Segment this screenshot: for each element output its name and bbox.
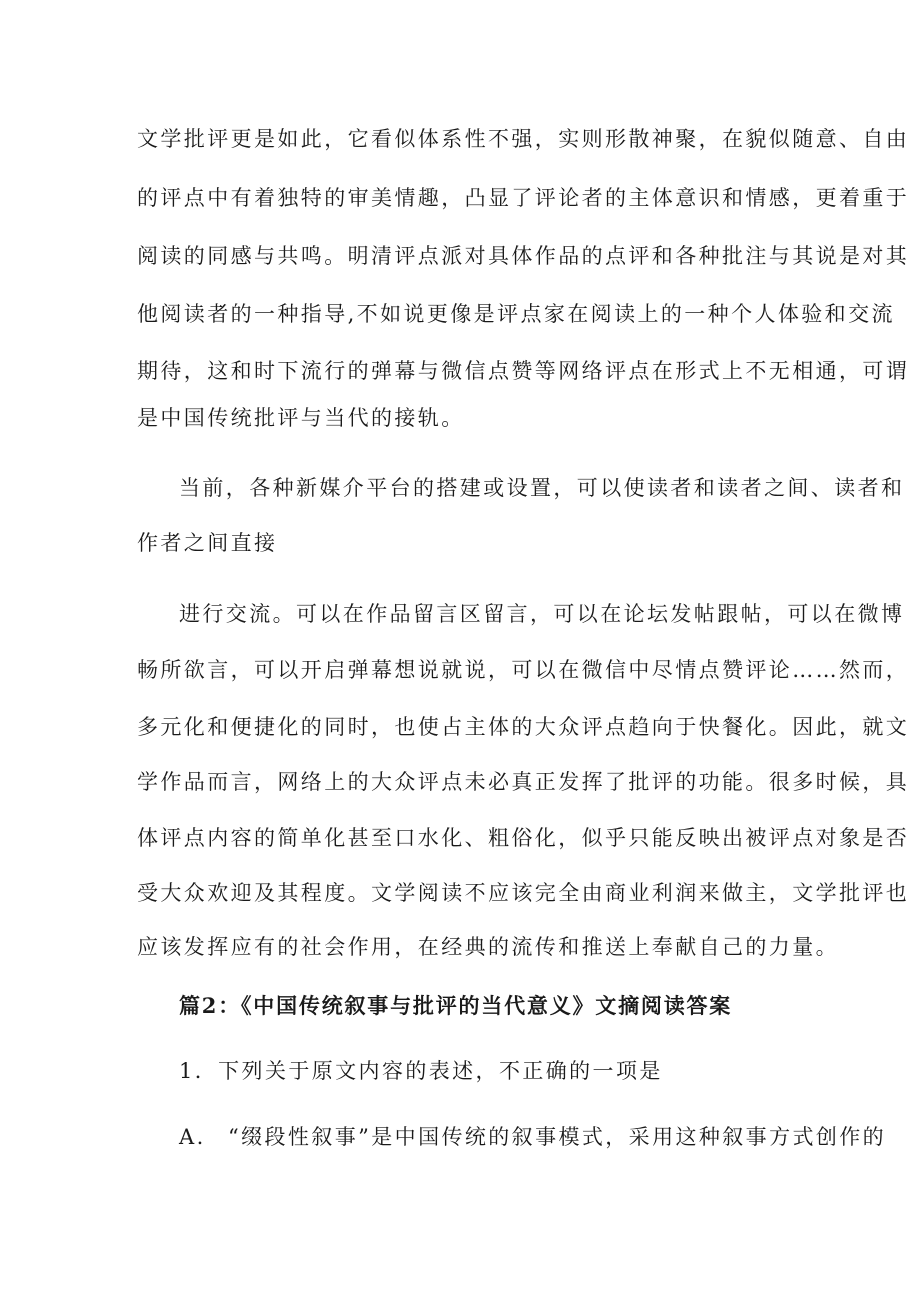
question-1: 1．下列关于原文内容的表述，不正确的一项是	[179, 1059, 663, 1083]
paragraph-3-line-7: 应该发挥应有的社会作用，在经典的流传和推送上奉献自己的力量。	[137, 935, 839, 959]
paragraph-1-line-2: 的评点中有着独特的审美情趣，凸显了评论者的主体意识和情感，更着重于	[137, 186, 910, 210]
paragraph-1-line-5: 期待，这和时下流行的弹幕与微信点赞等网络评点在形式上不无相通，可谓	[137, 359, 910, 383]
paragraph-3-line-4: 学作品而言，网络上的大众评点未必真正发挥了批评的功能。很多时候，具	[137, 770, 910, 794]
paragraph-1-line-6: 是中国传统批评与当代的接轨。	[137, 406, 465, 430]
paragraph-3-line-1: 进行交流。可以在作品留言区留言，可以在论坛发帖跟帖，可以在微博	[179, 602, 905, 626]
option-a-text: “缀段性叙事”是中国传统的叙事模式，采用这种叙事方式创作的	[228, 1125, 887, 1149]
paragraph-2-line-1: 当前，各种新媒介平台的搭建或设置，可以使读者和读者之间、读者和	[179, 476, 905, 500]
paragraph-3-line-5: 体评点内容的简单化甚至口水化、粗俗化，似乎只能反映出被评点对象是否	[137, 826, 910, 850]
paragraph-1-line-1: 文学批评更是如此，它看似体系性不强，实则形散神聚，在貌似随意、自由	[137, 127, 910, 151]
paragraph-2-line-2: 作者之间直接	[137, 531, 278, 555]
paragraph-1-line-3: 阅读的同感与共鸣。明清评点派对具体作品的点评和各种批注与其说是对其	[137, 244, 910, 268]
paragraph-3-line-2: 畅所欲言，可以开启弹幕想说就说，可以在微信中尽情点赞评论……然而，	[137, 658, 910, 682]
paragraph-3-line-6: 受大众欢迎及其程度。文学阅读不应该完全由商业利润来做主，文学批评也	[137, 881, 910, 905]
paragraph-1-line-4: 他阅读者的一种指导,不如说更像是评点家在阅读上的一种个人体验和交流	[137, 302, 895, 326]
option-a-label: A.	[179, 1125, 206, 1149]
paragraph-3-line-3: 多元化和便捷化的同时，也使占主体的大众评点趋向于快餐化。因此，就文	[137, 715, 910, 739]
section-heading: 篇2：《中国传统叙事与批评的当代意义》文摘阅读答案	[179, 993, 733, 1018]
